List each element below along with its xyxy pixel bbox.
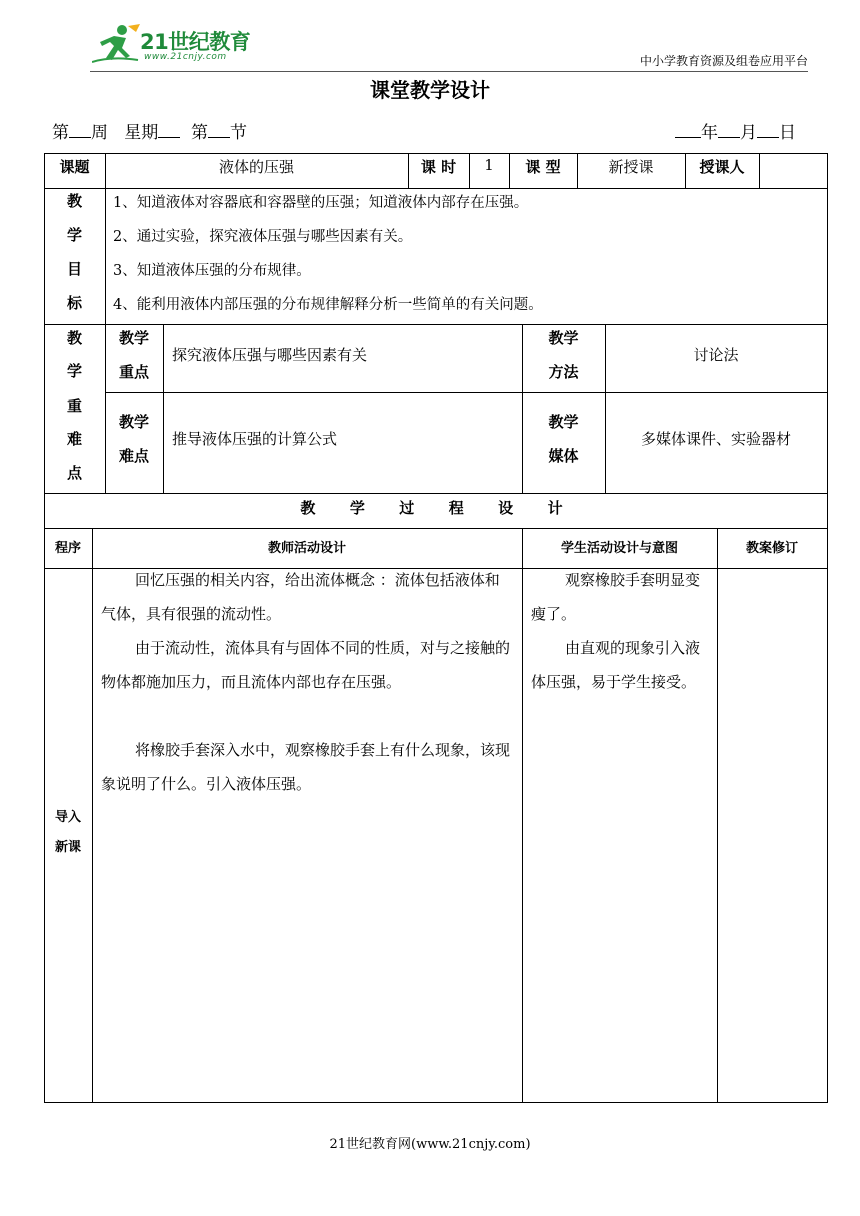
runner-logo-icon [92,22,142,66]
keypoints-label-4: 难 [66,430,82,448]
header-divider [90,71,808,72]
teacher-paragraph: 将橡胶手套深入水中，观察橡胶手套上有什么现象，该现象说明了什么。引入液体压强。 [101,741,511,793]
platform-label: 中小学教育资源及组卷应用平台 [639,54,808,68]
nandian-label-2: 难点 [118,447,149,465]
zhongdian-label-2: 重点 [118,363,149,381]
keshi-value: 1 [484,156,494,174]
keypoints-label-5: 点 [66,464,82,482]
zhongdian-value: 探究液体压强与哪些因素有关 [172,346,368,364]
zhou-label: 周 [91,123,108,143]
row-label-2: 新课 [54,840,81,855]
student-paragraph: 观察橡胶手套明显变瘦了。 [531,571,701,623]
year-blank[interactable] [675,123,701,138]
kexing-value: 新授课 [608,158,654,176]
nandian-value: 推导液体压强的计算公式 [172,430,338,448]
keypoints-label-2: 学 [66,362,82,380]
logo-url: www.21cnjy.com [144,52,227,62]
jie-label: 节 [230,123,248,143]
dateline-left [52,118,247,143]
teacher-paragraph: 回忆压强的相关内容，给出流体概念 ：流体包括液体和气体，具有很强的流动性。 [101,571,500,623]
footer: 21世纪教育网(www.21cnjy.com) [329,1137,531,1152]
keshi-label: 课 时 [420,158,457,176]
col-header-revision: 教案修订 [745,541,798,556]
objectives-label-4: 标 [66,294,82,312]
meiti-label-1: 教学 [548,413,579,431]
yue-label: 月 [740,123,757,143]
dateline-right [675,118,796,143]
logo-text: 21世纪教育 [140,30,251,54]
meiti-label-2: 媒体 [548,447,579,465]
objective-item: 1、知道液体对容器底和容器壁的压强；知道液体内部存在压强。 [113,195,529,211]
week-blank[interactable] [69,123,91,138]
row-label-1: 导入 [54,810,81,825]
fangfa-label-1: 教学 [548,329,579,347]
shouke-label: 授课人 [699,158,745,176]
col-header-teacher: 教师活动设计 [267,541,346,556]
keti-label: 课题 [59,158,90,176]
fangfa-label-2: 方法 [548,363,579,381]
month-blank[interactable] [718,123,740,138]
zhongdian-label-1: 教学 [118,329,149,347]
keti-value: 液体的压强 [218,158,294,176]
period-blank[interactable] [208,123,230,138]
ri-label: 日 [779,123,796,143]
objective-item: 3、知道液体压强的分布规律。 [113,263,311,279]
di-label: 第 [52,123,69,143]
weekday-blank[interactable] [158,123,180,138]
di2-label: 第 [191,123,209,143]
meiti-value: 多媒体课件、实验器材 [640,430,791,448]
keypoints-label-1: 教 [66,329,82,347]
nandian-label-1: 教学 [118,413,149,431]
keypoints-label-3: 重 [66,397,82,415]
objective-item: 4、能利用液体内部压强的分布规律解释分析一些简单的有关问题。 [113,297,543,313]
student-paragraph: 由直观的现象引入液体压强，易于学生接受。 [531,639,701,691]
xingqi-label: 星期 [124,123,159,143]
kexing-label: 课 型 [525,158,561,176]
day-blank[interactable] [757,123,779,138]
nian-label: 年 [701,123,718,143]
objective-item: 2、通过实验，探究液体压强与哪些因素有关。 [113,229,413,245]
col-header-program: 程序 [54,541,81,556]
fangfa-value: 讨论法 [693,346,739,364]
teacher-paragraph: 由于流动性，流体具有与固体不同的性质，对与之接触的物体都施加压力，而且流体内部也存在压强。 [101,639,511,691]
logo [92,22,262,66]
col-header-student: 学生活动设计与意图 [560,541,678,556]
objectives-label-3: 目 [66,260,82,278]
objectives-label-1: 教 [66,192,82,210]
objectives-label-2: 学 [66,226,82,244]
page-title: 课堂教学设计 [370,78,490,102]
process-heading: 教 学 过 程 设 计 [300,499,571,517]
